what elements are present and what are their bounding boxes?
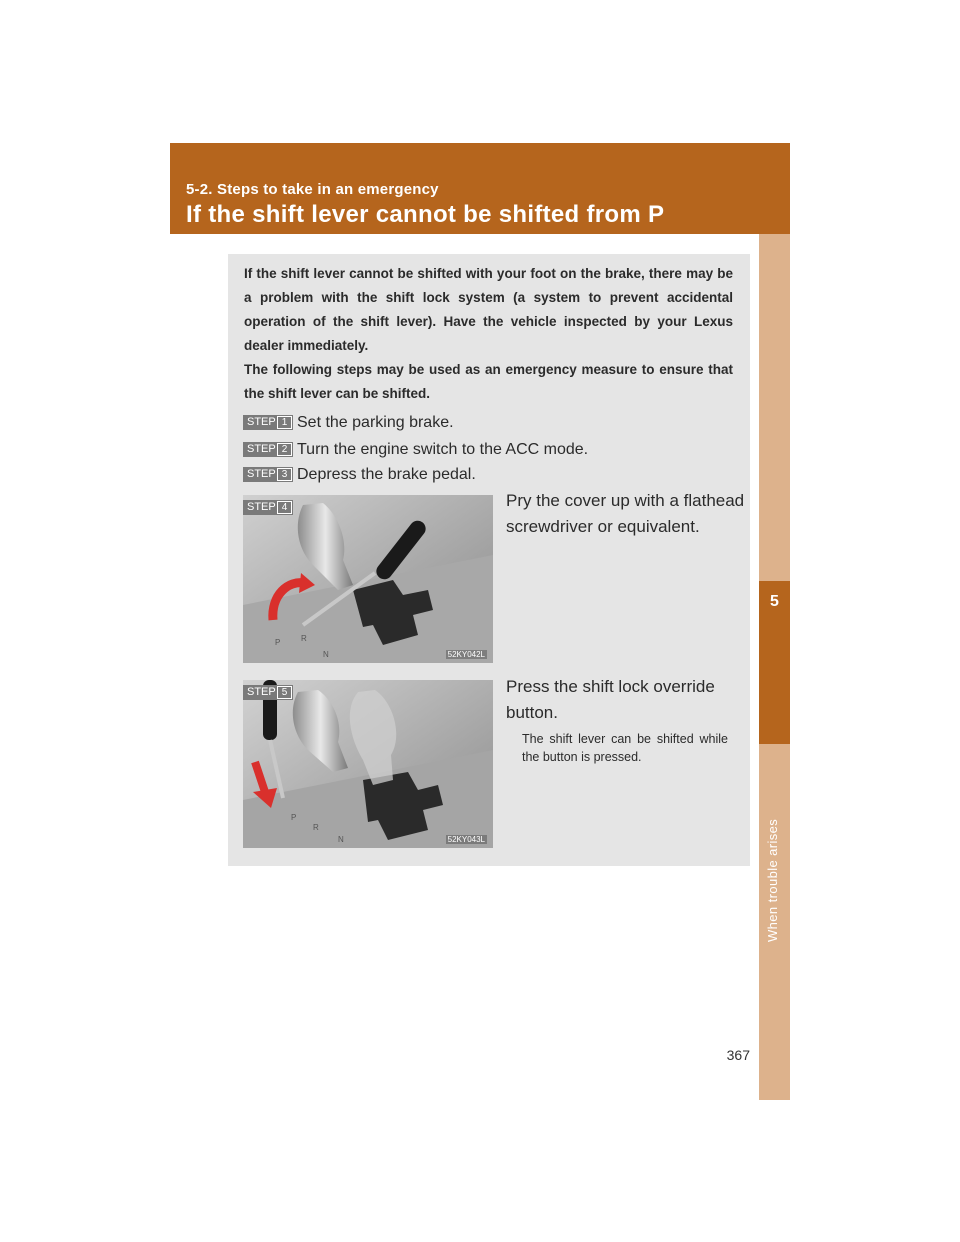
image-code: 52KY043L (447, 835, 485, 844)
chapter-tab[interactable] (759, 581, 790, 744)
svg-text:R: R (313, 823, 319, 832)
page-title: If the shift lever cannot be shifted from P (186, 201, 665, 228)
step-badge: STEP 3 (243, 467, 293, 482)
svg-text:P: P (275, 638, 281, 647)
svg-text:R: R (301, 634, 307, 643)
step-badge: STEP 4 (243, 500, 293, 515)
step-text: Turn the engine switch to the ACC mode. (297, 441, 589, 458)
shift-lock-override-illustration (243, 680, 493, 848)
intro-paragraph: If the shift lever cannot be shifted with your foot on the brake, there may be a problem with the shift lock system (a system to prevent accidental operation of the shift lever). Have the vehicle inspected by your Lexus dealer immediately. (244, 266, 733, 353)
intro-paragraph: The following steps may be used as an emergency measure to ensure that the shift lever can be shifted. (244, 362, 733, 401)
chapter-label: When trouble arises (765, 818, 780, 942)
chapter-number: 5 (770, 593, 779, 610)
page-number: 367 (726, 1047, 750, 1063)
shift-lever-screwdriver-illustration (243, 495, 493, 663)
header-band (170, 143, 790, 234)
step-4-illustration (243, 495, 493, 663)
step-1 (243, 412, 454, 434)
step-5-text: Press the shift lock override button. (506, 677, 715, 722)
step-text: Depress the brake pedal. (297, 466, 476, 483)
step-badge: STEP 1 (243, 415, 293, 430)
step-text: Set the parking brake. (297, 414, 454, 431)
step-5-illustration (243, 680, 493, 848)
svg-text:N: N (338, 835, 344, 844)
step-badge: STEP 5 (243, 685, 293, 700)
content-box (228, 254, 750, 866)
step-2 (243, 439, 588, 461)
step-5-note: The shift lever can be shifted while the button is pressed. (522, 732, 728, 764)
intro-text (244, 262, 733, 406)
step-4-text: Pry the cover up with a flathead screwdriver or equivalent. (506, 491, 745, 536)
svg-text:P: P (291, 813, 297, 822)
image-code: 52KY042L (447, 650, 485, 659)
svg-text:N: N (323, 650, 329, 659)
step-badge: STEP 2 (243, 442, 293, 457)
step-3 (243, 464, 476, 486)
section-label: 5-2. Steps to take in an emergency (186, 181, 439, 198)
